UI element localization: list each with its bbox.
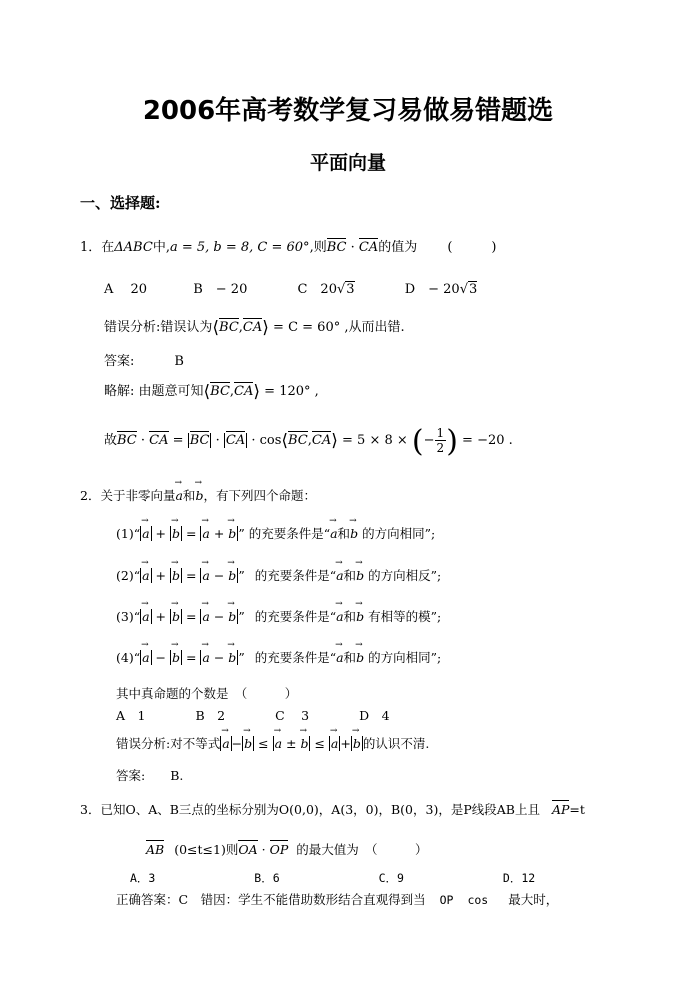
question-2-count-question: 其中真命题的个数是 （ ） — [116, 686, 298, 701]
question-1-stem: 1．在ΔABC中,a = 5, b = 8, C = 60°,则BC · CA的值为 ( ) — [80, 240, 497, 255]
question-3-condition: AB (0≤t≤1)则OA · OP 的最大值为 （ ） — [146, 842, 428, 857]
question-2-error-analysis: 错误分析:对不等式 a → − b → ≤ a → ± b → ≤ a → + b → 的认识不清. — [116, 734, 429, 752]
q1-option-d: D − 20√3 — [404, 282, 478, 297]
q1-option-c: C 20√3 — [297, 282, 355, 297]
question-2-stem: 2．关于非零向量a →和b →，有下列四个命题： — [80, 486, 316, 504]
question-3-correct-answer: 正确答案：C 错因：学生不能借助数形结合直观得到当 OP cos 最大时， — [116, 892, 559, 907]
section-heading: 一、选择题: — [80, 194, 161, 212]
question-2-item-3: (3)“ a → + b → = a → − b → ” 的充要条件是“a →和b → 有相等的模”; — [116, 607, 441, 625]
question-1-solution: 略解: 由题意可知⟨BC,CA⟩ = 120° , — [104, 382, 319, 402]
q3-option-b: B．6 — [254, 871, 280, 885]
document-subtitle: 平面向量 — [309, 152, 386, 174]
q1-option-b: B − 20 — [193, 282, 248, 297]
question-2-answer: 答案: B. — [116, 768, 184, 783]
question-1-error-analysis: 错误分析:错误认为⟨BC,CA⟩ = C = 60° ,从而出错. — [104, 318, 405, 338]
question-2-item-2: (2)“ a → + b → = a → − b → ” 的充要条件是“a →和b → 的方向相反”; — [116, 566, 441, 584]
q3-option-a: A．3 — [130, 871, 156, 885]
q3-option-c: C．9 — [378, 871, 404, 885]
question-3-options — [130, 870, 535, 886]
document-title: 2006年高考数学复习易做易错题选 — [142, 96, 554, 126]
question-3-stem: 3．已知O、A、B三点的坐标分别为O(0,0)，A(3，0)，B(0，3)，是P线段AB上且 AP=t — [80, 802, 585, 817]
q3-option-d: D．12 — [502, 871, 536, 885]
question-1-options — [104, 278, 477, 297]
question-2-item-4: (4)“ a → − b → = a → − b → ” 的充要条件是“a →和b → 的方向相同”; — [116, 648, 441, 666]
question-2-item-1: (1)“ a → + b → = a → + b → ” 的充要条件是“a →和b → 的方向相同”; — [116, 524, 435, 542]
question-1-answer: 答案: B — [104, 354, 184, 369]
q1-option-a: A 20 — [104, 282, 148, 297]
question-2-options: A 1 B 2 C 3 D 4 — [116, 708, 390, 723]
question-1-calculation: 故BC · CA = BC · CA · cos⟨BC,CA⟩ = 5 × 8 × (− $\frac{1}{2}$ ) = −20 . — [104, 424, 513, 459]
